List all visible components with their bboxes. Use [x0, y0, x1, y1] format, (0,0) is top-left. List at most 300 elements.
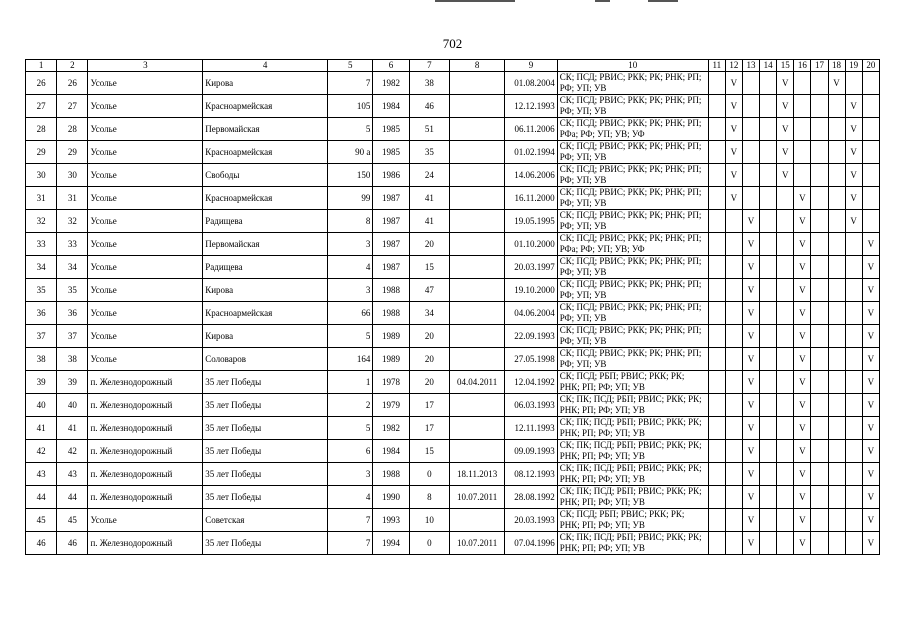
- cell-mark-col-16: V: [794, 532, 811, 555]
- cell-mark-col-16: V: [794, 302, 811, 325]
- cell-build-year: 1989: [373, 348, 409, 371]
- cell-build-year: 1982: [373, 72, 409, 95]
- cell-survey-date: [449, 164, 504, 187]
- cell-documents: СК; ПСД; РБП; РВИС; РКК; РК; РНК; РП; РФ; УП; УВ: [557, 509, 708, 532]
- cell-house-number: 90 а: [328, 141, 373, 164]
- cell-mark-col-12: [725, 256, 742, 279]
- cell-object-number: 33: [57, 233, 88, 256]
- table-row: [26, 233, 880, 256]
- cell-mark-col-19: [845, 72, 862, 95]
- page-number: 702: [442, 36, 463, 51]
- cell-survey-date: [449, 325, 504, 348]
- cell-mark-col-12: [725, 486, 742, 509]
- cell-row-number: 43: [26, 463, 57, 486]
- cell-mark-col-16: V: [794, 417, 811, 440]
- cell-documents: СК; ПСД; РВИС; РКК; РК; РНК; РП; РФ; УП; УВ: [557, 187, 708, 210]
- cell-mark-col-11: [708, 532, 725, 555]
- cell-registry-date: 12.12.1993: [505, 95, 557, 118]
- cell-build-year: 1979: [373, 394, 409, 417]
- cell-settlement: Усолье: [88, 95, 203, 118]
- cell-mark-col-14: [760, 256, 777, 279]
- cell-house-number: 5: [328, 417, 373, 440]
- cell-mark-col-15: V: [777, 141, 794, 164]
- cell-mark-col-20: V: [862, 532, 879, 555]
- cell-apartments: 34: [409, 302, 449, 325]
- cell-mark-col-14: [760, 233, 777, 256]
- cell-mark-col-15: [777, 371, 794, 394]
- cell-registry-date: 28.08.1992: [505, 486, 557, 509]
- cell-house-number: 6: [328, 440, 373, 463]
- cell-documents: СК; ПСД; РВИС; РКК; РК; РНК; РП; РФ; УП; УВ: [557, 210, 708, 233]
- cell-mark-col-12: [725, 532, 742, 555]
- cell-mark-col-11: [708, 256, 725, 279]
- cell-mark-col-16: [794, 95, 811, 118]
- cell-object-number: 34: [57, 256, 88, 279]
- cell-survey-date: [449, 509, 504, 532]
- cell-house-number: 3: [328, 233, 373, 256]
- cell-mark-col-14: [760, 210, 777, 233]
- cell-mark-col-18: [828, 417, 845, 440]
- cell-mark-col-12: V: [725, 118, 742, 141]
- registry-table: [25, 59, 880, 555]
- cell-mark-col-12: [725, 509, 742, 532]
- cell-build-year: 1978: [373, 371, 409, 394]
- table-row: [26, 532, 880, 555]
- cell-mark-col-12: [725, 233, 742, 256]
- cell-mark-col-20: [862, 187, 879, 210]
- cell-mark-col-20: V: [862, 279, 879, 302]
- cell-apartments: 51: [409, 118, 449, 141]
- cell-mark-col-11: [708, 417, 725, 440]
- cell-build-year: 1984: [373, 95, 409, 118]
- cell-apartments: 17: [409, 394, 449, 417]
- cell-survey-date: [449, 210, 504, 233]
- cell-house-number: 99: [328, 187, 373, 210]
- cell-mark-col-19: V: [845, 164, 862, 187]
- cell-mark-col-17: [811, 233, 828, 256]
- cell-mark-col-12: [725, 325, 742, 348]
- cell-mark-col-16: V: [794, 440, 811, 463]
- cell-mark-col-19: V: [845, 210, 862, 233]
- column-header-18: 18: [828, 60, 845, 72]
- cell-settlement: Усолье: [88, 256, 203, 279]
- cell-mark-col-11: [708, 394, 725, 417]
- cell-mark-col-20: V: [862, 371, 879, 394]
- cell-mark-col-17: [811, 72, 828, 95]
- cell-mark-col-15: [777, 486, 794, 509]
- cell-mark-col-15: [777, 325, 794, 348]
- cell-registry-date: 06.03.1993: [505, 394, 557, 417]
- cell-documents: СК; ПСД; РВИС; РКК; РК; РНК; РП; РФ; УП; УВ: [557, 348, 708, 371]
- cell-street: Радищева: [203, 256, 328, 279]
- cell-mark-col-12: [725, 417, 742, 440]
- cell-mark-col-11: [708, 187, 725, 210]
- cell-mark-col-15: [777, 532, 794, 555]
- cell-mark-col-17: [811, 440, 828, 463]
- cell-street: Кирова: [203, 325, 328, 348]
- cell-build-year: 1984: [373, 440, 409, 463]
- cell-survey-date: [449, 417, 504, 440]
- cell-build-year: 1985: [373, 141, 409, 164]
- cell-registry-date: 12.04.1992: [505, 371, 557, 394]
- cell-row-number: 34: [26, 256, 57, 279]
- cell-documents: СК; ПСД; РВИС; РКК; РК; РНК; РП; РФа; РФ; УП; УВ; УФ: [557, 233, 708, 256]
- cell-object-number: 27: [57, 95, 88, 118]
- column-header-8: 8: [449, 60, 504, 72]
- column-header-16: 16: [794, 60, 811, 72]
- cell-house-number: 7: [328, 509, 373, 532]
- cell-mark-col-12: V: [725, 164, 742, 187]
- cell-street: 35 лет Победы: [203, 532, 328, 555]
- table-row: [26, 325, 880, 348]
- cell-mark-col-13: [742, 164, 759, 187]
- cell-apartments: 20: [409, 348, 449, 371]
- cell-mark-col-18: [828, 394, 845, 417]
- cell-mark-col-16: V: [794, 210, 811, 233]
- cell-mark-col-19: V: [845, 187, 862, 210]
- cell-mark-col-20: V: [862, 486, 879, 509]
- cell-documents: СК; ПСД; РВИС; РКК; РК; РНК; РП; РФа; РФ; УП; УВ; УФ: [557, 118, 708, 141]
- cell-mark-col-14: [760, 302, 777, 325]
- cell-build-year: 1988: [373, 463, 409, 486]
- cell-street: 35 лет Победы: [203, 440, 328, 463]
- column-header-7: 7: [409, 60, 449, 72]
- cell-row-number: 35: [26, 279, 57, 302]
- cell-mark-col-15: [777, 440, 794, 463]
- cell-apartments: 15: [409, 440, 449, 463]
- cell-survey-date: 10.07.2011: [449, 532, 504, 555]
- cell-mark-col-11: [708, 440, 725, 463]
- cell-mark-col-15: [777, 279, 794, 302]
- cell-mark-col-16: V: [794, 279, 811, 302]
- cell-apartments: 17: [409, 417, 449, 440]
- cell-street: 35 лет Победы: [203, 394, 328, 417]
- cell-object-number: 36: [57, 302, 88, 325]
- cell-build-year: 1994: [373, 532, 409, 555]
- cell-documents: СК; ПСД; РВИС; РКК; РК; РНК; РП; РФ; УП; УВ: [557, 302, 708, 325]
- cell-mark-col-12: [725, 302, 742, 325]
- cell-settlement: Усолье: [88, 118, 203, 141]
- cell-street: Красноармейская: [203, 141, 328, 164]
- cell-mark-col-19: [845, 325, 862, 348]
- cell-survey-date: [449, 141, 504, 164]
- cell-build-year: 1985: [373, 118, 409, 141]
- cell-object-number: 43: [57, 463, 88, 486]
- cell-mark-col-17: [811, 325, 828, 348]
- cell-survey-date: [449, 440, 504, 463]
- cell-mark-col-17: [811, 279, 828, 302]
- table-row: [26, 118, 880, 141]
- column-header-15: 15: [777, 60, 794, 72]
- table-row: [26, 509, 880, 532]
- cell-mark-col-18: [828, 187, 845, 210]
- cell-survey-date: 04.04.2011: [449, 371, 504, 394]
- cell-mark-col-17: [811, 256, 828, 279]
- cell-registry-date: 14.06.2006: [505, 164, 557, 187]
- cell-build-year: 1990: [373, 486, 409, 509]
- cell-mark-col-15: V: [777, 118, 794, 141]
- cell-mark-col-20: [862, 95, 879, 118]
- cell-street: Радищева: [203, 210, 328, 233]
- table-row: [26, 348, 880, 371]
- cell-mark-col-19: [845, 256, 862, 279]
- cell-house-number: 4: [328, 256, 373, 279]
- cell-settlement: Усолье: [88, 210, 203, 233]
- cell-survey-date: [449, 187, 504, 210]
- cell-mark-col-16: [794, 72, 811, 95]
- cell-mark-col-20: V: [862, 463, 879, 486]
- cell-mark-col-11: [708, 348, 725, 371]
- cell-apartments: 20: [409, 233, 449, 256]
- column-header-4: 4: [203, 60, 328, 72]
- cell-house-number: 7: [328, 532, 373, 555]
- cell-survey-date: 10.07.2011: [449, 486, 504, 509]
- cell-mark-col-14: [760, 417, 777, 440]
- cell-row-number: 26: [26, 72, 57, 95]
- cell-object-number: 37: [57, 325, 88, 348]
- cell-mark-col-11: [708, 302, 725, 325]
- column-number-header-row: [26, 60, 880, 72]
- cell-mark-col-11: [708, 279, 725, 302]
- cell-mark-col-14: [760, 279, 777, 302]
- cell-registry-date: 08.12.1993: [505, 463, 557, 486]
- cell-survey-date: [449, 279, 504, 302]
- cell-documents: СК; ПСД; РВИС; РКК; РК; РНК; РП; РФ; УП; УВ: [557, 279, 708, 302]
- cell-mark-col-11: [708, 233, 725, 256]
- cell-street: 35 лет Победы: [203, 463, 328, 486]
- cell-apartments: 41: [409, 187, 449, 210]
- cell-documents: СК; ПСД; РБП; РВИС; РКК; РК; РНК; РП; РФ; УП; УВ: [557, 371, 708, 394]
- cell-mark-col-16: V: [794, 233, 811, 256]
- cell-mark-col-11: [708, 95, 725, 118]
- cell-row-number: 42: [26, 440, 57, 463]
- table-row: [26, 486, 880, 509]
- cell-mark-col-16: V: [794, 325, 811, 348]
- cell-house-number: 5: [328, 325, 373, 348]
- cell-mark-col-18: [828, 210, 845, 233]
- cell-mark-col-17: [811, 164, 828, 187]
- cell-street: Свободы: [203, 164, 328, 187]
- cell-apartments: 38: [409, 72, 449, 95]
- cell-mark-col-11: [708, 463, 725, 486]
- cell-mark-col-20: V: [862, 509, 879, 532]
- cell-mark-col-16: V: [794, 187, 811, 210]
- cell-apartments: 20: [409, 325, 449, 348]
- cell-mark-col-15: [777, 348, 794, 371]
- cell-mark-col-18: [828, 463, 845, 486]
- cell-mark-col-13: V: [742, 348, 759, 371]
- cell-mark-col-13: V: [742, 394, 759, 417]
- cell-street: Первомайская: [203, 118, 328, 141]
- cell-apartments: 41: [409, 210, 449, 233]
- cell-mark-col-12: [725, 463, 742, 486]
- cell-row-number: 32: [26, 210, 57, 233]
- cell-row-number: 28: [26, 118, 57, 141]
- cell-mark-col-17: [811, 417, 828, 440]
- cell-object-number: 28: [57, 118, 88, 141]
- cell-documents: СК; ПСД; РВИС; РКК; РК; РНК; РП; РФ; УП; УВ: [557, 164, 708, 187]
- cell-row-number: 37: [26, 325, 57, 348]
- cell-apartments: 8: [409, 486, 449, 509]
- cell-mark-col-18: [828, 279, 845, 302]
- cell-mark-col-18: [828, 256, 845, 279]
- cell-street: Красноармейская: [203, 302, 328, 325]
- cell-mark-col-20: [862, 118, 879, 141]
- cell-mark-col-18: V: [828, 72, 845, 95]
- cell-documents: СК; ПК; ПСД; РБП; РВИС; РКК; РК; РНК; РП; РФ; УП; УВ: [557, 463, 708, 486]
- column-header-3: 3: [88, 60, 203, 72]
- cell-settlement: п. Железнодорожный: [88, 532, 203, 555]
- cell-settlement: Усолье: [88, 164, 203, 187]
- cell-object-number: 35: [57, 279, 88, 302]
- cell-object-number: 31: [57, 187, 88, 210]
- cell-mark-col-13: V: [742, 532, 759, 555]
- cell-mark-col-19: [845, 532, 862, 555]
- cell-mark-col-11: [708, 72, 725, 95]
- cell-mark-col-12: V: [725, 95, 742, 118]
- cell-build-year: 1988: [373, 302, 409, 325]
- cell-mark-col-18: [828, 371, 845, 394]
- cell-row-number: 30: [26, 164, 57, 187]
- column-header-10: 10: [557, 60, 708, 72]
- cell-registry-date: 06.11.2006: [505, 118, 557, 141]
- cell-mark-col-15: [777, 210, 794, 233]
- cell-settlement: п. Железнодорожный: [88, 440, 203, 463]
- cell-row-number: 41: [26, 417, 57, 440]
- cell-mark-col-11: [708, 210, 725, 233]
- table-row: [26, 463, 880, 486]
- cell-mark-col-13: V: [742, 325, 759, 348]
- cell-mark-col-20: V: [862, 440, 879, 463]
- column-header-5: 5: [328, 60, 373, 72]
- cell-mark-col-16: [794, 164, 811, 187]
- cell-build-year: 1986: [373, 164, 409, 187]
- cell-row-number: 36: [26, 302, 57, 325]
- cell-object-number: 32: [57, 210, 88, 233]
- cell-mark-col-13: [742, 72, 759, 95]
- cell-mark-col-13: V: [742, 440, 759, 463]
- column-header-20: 20: [862, 60, 879, 72]
- cell-mark-col-15: [777, 509, 794, 532]
- cell-build-year: 1987: [373, 210, 409, 233]
- cell-row-number: 27: [26, 95, 57, 118]
- cell-mark-col-17: [811, 302, 828, 325]
- table-row: [26, 302, 880, 325]
- cell-mark-col-19: [845, 440, 862, 463]
- cell-mark-col-12: [725, 279, 742, 302]
- cell-build-year: 1988: [373, 279, 409, 302]
- cell-house-number: 105: [328, 95, 373, 118]
- cell-documents: СК; ПК; ПСД; РБП; РВИС; РКК; РК; РНК; РП; РФ; УП; УВ: [557, 417, 708, 440]
- cell-mark-col-12: [725, 371, 742, 394]
- cell-mark-col-18: [828, 509, 845, 532]
- cell-mark-col-14: [760, 486, 777, 509]
- cell-house-number: 1: [328, 371, 373, 394]
- cell-house-number: 8: [328, 210, 373, 233]
- cell-mark-col-20: V: [862, 302, 879, 325]
- cell-mark-col-12: [725, 394, 742, 417]
- cell-mark-col-20: V: [862, 417, 879, 440]
- cell-mark-col-19: [845, 279, 862, 302]
- cell-mark-col-14: [760, 440, 777, 463]
- cell-object-number: 26: [57, 72, 88, 95]
- cell-house-number: 66: [328, 302, 373, 325]
- table-row: [26, 440, 880, 463]
- cell-mark-col-14: [760, 371, 777, 394]
- table-row: [26, 95, 880, 118]
- table-row: [26, 187, 880, 210]
- cell-settlement: Усолье: [88, 509, 203, 532]
- cell-mark-col-17: [811, 95, 828, 118]
- cell-apartments: 20: [409, 371, 449, 394]
- cell-mark-col-17: [811, 141, 828, 164]
- cell-mark-col-14: [760, 95, 777, 118]
- cell-house-number: 3: [328, 279, 373, 302]
- cell-mark-col-19: V: [845, 118, 862, 141]
- cell-settlement: п. Железнодорожный: [88, 371, 203, 394]
- top-scan-marks: [0, 0, 905, 6]
- cell-mark-col-11: [708, 141, 725, 164]
- cell-row-number: 40: [26, 394, 57, 417]
- column-header-13: 13: [742, 60, 759, 72]
- cell-survey-date: [449, 256, 504, 279]
- cell-street: Кирова: [203, 72, 328, 95]
- cell-mark-col-15: [777, 394, 794, 417]
- cell-registry-date: 04.06.2004: [505, 302, 557, 325]
- cell-mark-col-20: [862, 164, 879, 187]
- cell-mark-col-14: [760, 509, 777, 532]
- cell-mark-col-20: [862, 141, 879, 164]
- table-row: [26, 141, 880, 164]
- cell-apartments: 35: [409, 141, 449, 164]
- cell-mark-col-14: [760, 325, 777, 348]
- cell-mark-col-16: V: [794, 486, 811, 509]
- cell-object-number: 46: [57, 532, 88, 555]
- cell-mark-col-19: V: [845, 95, 862, 118]
- cell-street: Кирова: [203, 279, 328, 302]
- cell-mark-col-13: V: [742, 417, 759, 440]
- cell-apartments: 10: [409, 509, 449, 532]
- cell-object-number: 44: [57, 486, 88, 509]
- cell-mark-col-14: [760, 72, 777, 95]
- cell-object-number: 30: [57, 164, 88, 187]
- cell-street: 35 лет Победы: [203, 486, 328, 509]
- cell-mark-col-17: [811, 463, 828, 486]
- cell-build-year: 1982: [373, 417, 409, 440]
- cell-mark-col-12: [725, 210, 742, 233]
- cell-settlement: Усолье: [88, 72, 203, 95]
- cell-mark-col-20: V: [862, 325, 879, 348]
- cell-object-number: 29: [57, 141, 88, 164]
- cell-object-number: 42: [57, 440, 88, 463]
- cell-mark-col-14: [760, 348, 777, 371]
- cell-mark-col-13: V: [742, 463, 759, 486]
- cell-registry-date: 09.09.1993: [505, 440, 557, 463]
- cell-mark-col-13: V: [742, 371, 759, 394]
- cell-apartments: 47: [409, 279, 449, 302]
- cell-mark-col-13: [742, 95, 759, 118]
- cell-mark-col-14: [760, 118, 777, 141]
- cell-settlement: Усолье: [88, 279, 203, 302]
- cell-mark-col-17: [811, 118, 828, 141]
- cell-registry-date: 01.10.2000: [505, 233, 557, 256]
- cell-row-number: 39: [26, 371, 57, 394]
- cell-mark-col-20: [862, 72, 879, 95]
- column-header-9: 9: [505, 60, 557, 72]
- cell-mark-col-13: V: [742, 210, 759, 233]
- cell-survey-date: [449, 302, 504, 325]
- cell-object-number: 40: [57, 394, 88, 417]
